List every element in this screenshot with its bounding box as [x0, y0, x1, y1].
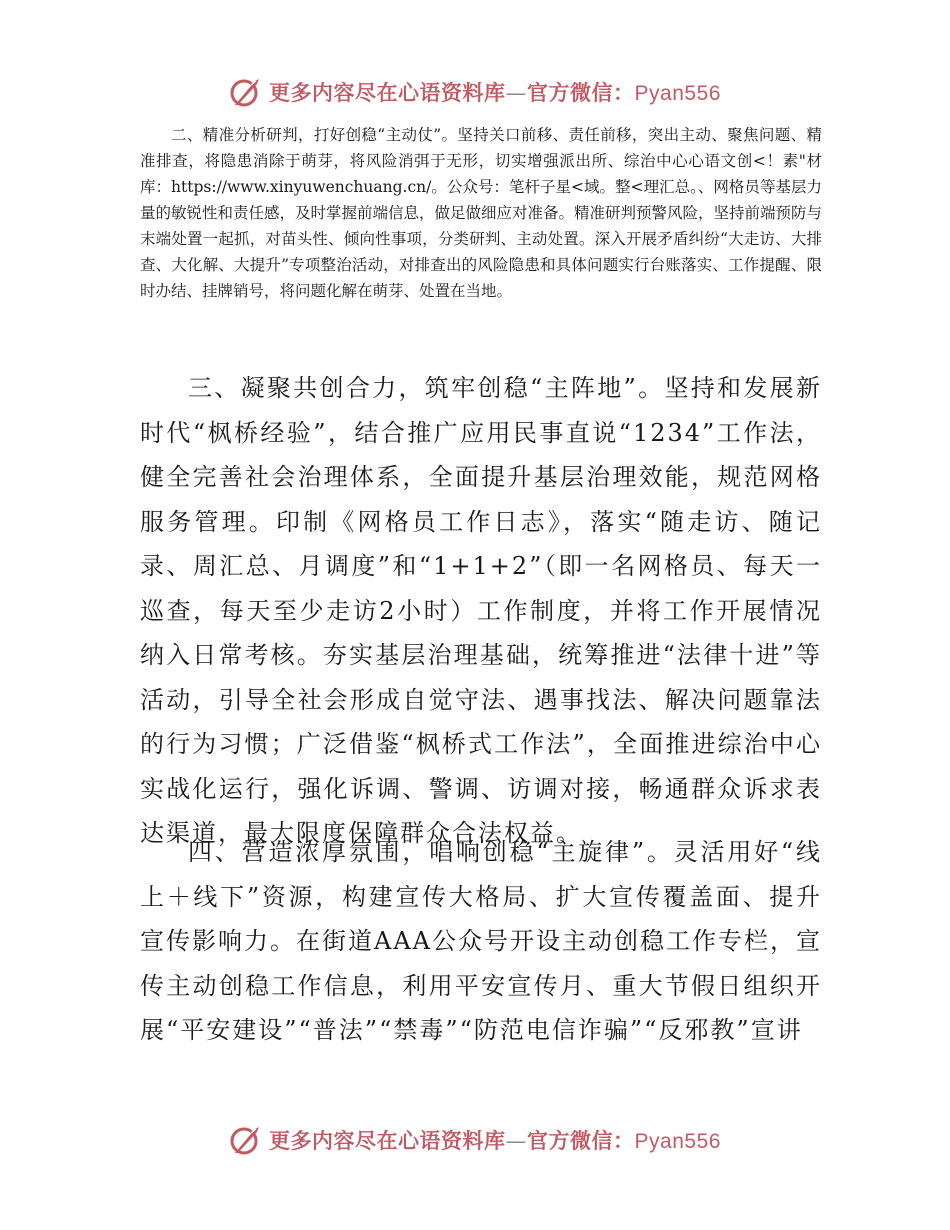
banner-main-text: 更多内容尽在心语资料库 [269, 81, 506, 105]
paragraph-section-4: 四、营造浓厚氛围，唱响创稳“主旋律”。灵活用好“线上＋线下”资源，构建宣传大格局、扩大宣传覆盖面、提升宣传影响力。在街道AAA公众号开设主动创稳工作专栏，宣传主动创稳工作信息，利用平安宣传月、重大节假日组织开展“平安建设”“普法”“禁毒”“防范电信诈骗”“反邪教”宣讲 [140, 838, 822, 1044]
banner-wechat-label: 官方微信： [527, 81, 635, 105]
quill-pen-circle-icon [229, 1123, 263, 1157]
quill-pen-circle-icon [229, 75, 263, 109]
banner-wechat-label: 官方微信： [527, 1129, 635, 1153]
banner-text [269, 77, 721, 107]
banner-separator: — [505, 81, 528, 105]
banner-wechat-id: Pyan556 [634, 82, 721, 105]
header-banner [0, 72, 950, 112]
footer-banner [0, 1120, 950, 1160]
banner-wechat-id: Pyan556 [634, 1130, 721, 1153]
paragraph-section-2: 二、精准分析研判，打好创稳“主动仗”。坚持关口前移、责任前移，突出主动、聚焦问题、精准排查，将隐患消除于萌芽，将风险消弭于无形，切实增强派出所、综治中心心语文创<！素"材库：https://www.xinyuwenchuang.cn/。公众号：笔杆子星<域。整<理汇总。、网格员等基层力量的敏锐性和责任感，及时掌握前端信息，做足做细应对准备。精准研判预警风险，坚持前端预防与末端处置一起抓，对苗头性、倾向性事项，分类研判、主动处置。深入开展矛盾纠纷“大走访、大排查、大化解、大提升”专项整治活动，对排查出的风险隐患和具体问题实行台账落实、工作提醒、限时办结、挂牌销号，将问题化解在萌芽、处置在当地。 [140, 126, 823, 300]
banner-separator: — [505, 1129, 528, 1153]
paragraph-section-3: 三、凝聚共创合力，筑牢创稳“主阵地”。坚持和发展新时代“枫桥经验”，结合推广应用民事直说“1234”工作法，健全完善社会治理体系，全面提升基层治理效能，规范网格服务管理。印制《网格员工作日志》，落实“随走访、随记录、周汇总、月调度”和“1+1+2”（即一名网格员、每天一巡查，每天至少走访2小时）工作制度，并将工作开展情况纳入日常考核。夯实基层治理基础，统筹推进“法律十进”等活动，引导全社会形成自觉守法、遇事找法、解决问题靠法的行为习惯；广泛借鉴“枫桥式工作法”，全面推进综治中心实战化运行，强化诉调、警调、访调对接，畅通群众诉求表达渠道，最大限度保障群众合法权益。 [140, 374, 822, 847]
banner-main-text: 更多内容尽在心语资料库 [269, 1129, 506, 1153]
banner-text [269, 1125, 721, 1155]
